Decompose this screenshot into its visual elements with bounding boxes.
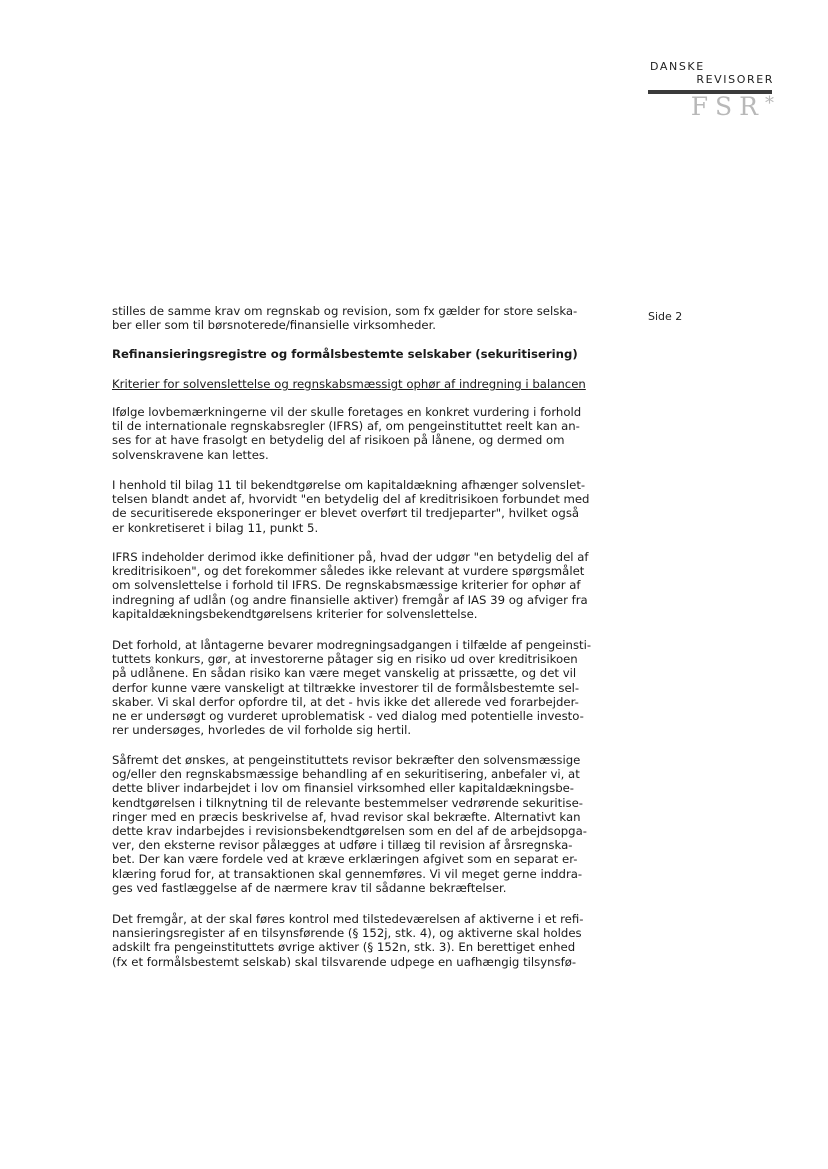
text-line: om solvenslettelse i forhold til IFRS. De regnskabsmæssige kriterier for ophør af	[112, 578, 581, 593]
text-line: på udlånene. En sådan risiko kan være meget vanskelig at prissætte, og det vil	[112, 666, 577, 681]
text-line: kreditrisikoen", og det forekommer således ikke relevant at vurdere spørgsmålet	[112, 564, 585, 579]
text-line: ses for at have frasolgt en betydelig del af risikoen på lånene, og dermed om	[112, 433, 565, 448]
text-line: Det fremgår, at der skal føres kontrol med tilstedeværelsen af aktiverne i et refi-	[112, 912, 584, 926]
paragraph-modregning	[112, 638, 591, 737]
fsr-logo	[648, 60, 774, 121]
text-line: kapitaldækningsbekendtgørelsens kriterier for solvenslettelse.	[112, 606, 478, 621]
text-line: ringer med en præcis beskrivelse af, hvad revisor skal bekræfte. Alternativt kan	[112, 809, 581, 824]
section-heading: Refinansieringsregistre og formålsbestemte selskaber (sekuritisering)	[112, 347, 578, 361]
text-line: dette bliver indarbejdet i lov om finansiel virksomhed eller kapitaldækningsbe-	[112, 781, 575, 796]
text-line: Såfremt det ønskes, at pengeinstituttets revisor bekræfter den solvensmæssige	[112, 753, 581, 767]
text-line: dette krav indarbejdes i revisionsbekendtgørelsen som en del af de arbejdsopga-	[112, 824, 587, 839]
text-line: I henhold til bilag 11 til bekendtgørelse om kapitaldækning afhænger solvenslet-	[112, 478, 586, 492]
text-line: ne er undersøgt og vurderet uproblematisk - ved dialog med potentielle investo-	[112, 709, 584, 724]
paragraph-intro	[112, 304, 577, 332]
text-line: og/eller den regnskabsmæssige behandling af en sekuritisering, anbefaler vi, at	[112, 767, 580, 782]
paragraph-ifrs	[112, 550, 589, 621]
text-line: IFRS indeholder derimod ikke definitioner på, hvad der udgør "en betydelig del af	[112, 550, 589, 564]
page-number: Side 2	[648, 310, 683, 323]
text-line: solvenskravene kan lettes.	[112, 447, 269, 462]
text-line: derfor kunne være vanskeligt at tiltrække investorer til de formålsbestemte sel-	[112, 680, 580, 695]
section-subheading: Kriterier for solvenslettelse og regnskabsmæssigt ophør af indregning i balancen	[112, 377, 586, 391]
text-line: ber eller som til børsnoterede/finansielle virksomheder.	[112, 318, 437, 333]
paragraph-bilag-11	[112, 478, 589, 535]
text-line: ver, den eksterne revisor pålægges at udføre i tillæg til revision af årsregnska-	[112, 838, 573, 853]
paragraph-refinansieringsregister	[112, 912, 583, 969]
paragraph-revisor	[112, 753, 587, 895]
text-line: (fx et formålsbestemt selskab) skal tilsvarende udpege en uafhængig tilsynsfø-	[112, 954, 577, 969]
text-line: bet. Der kan være fordele ved at kræve erklæringen afgivet som en separat er-	[112, 852, 578, 867]
text-line: telsen blandt andet af, hvorvidt "en betydelig del af kreditrisikoen forbundet med	[112, 492, 590, 507]
text-line: er konkretiseret i bilag 11, punkt 5.	[112, 520, 319, 535]
text-line: Ifølge lovbemærkningerne vil der skulle foretages en konkret vurdering i forhold	[112, 405, 582, 419]
text-line: nansieringsregister af en tilsynsførende (§ 152j, stk. 4), og aktiverne skal holdes	[112, 926, 582, 941]
text-line: tuttets konkurs, gør, at investorerne påtager sig en risiko ud over kreditrisikoen	[112, 652, 578, 667]
text-line: adskilt fra pengeinstituttets øvrige aktiver (§ 152n, stk. 3). En berettiget enhed	[112, 940, 576, 955]
logo-fsr-mark	[648, 92, 774, 121]
logo-fsr-text: FSR	[690, 92, 765, 121]
text-line: skaber. Vi skal derfor opfordre til, at det - hvis ikke det allerede ved forarbejder-	[112, 694, 579, 709]
text-line: Det forhold, at låntagerne bevarer modregningsadgangen i tilfælde af pengeinsti-	[112, 638, 592, 652]
text-line: indregning af udlån (og andre finansielle aktiver) fremgår af IAS 39 og afviger fra	[112, 592, 588, 607]
text-line: stilles de samme krav om regnskab og revision, som fx gælder for store selska-	[112, 304, 578, 318]
text-line: ges ved fastlæggelse af de nærmere krav til sådanne bekræftelser.	[112, 880, 507, 895]
text-line: kendtgørelsen i tilknytning til de relevante bestemmelser vedrørende sekuritise-	[112, 795, 583, 810]
text-line: rer undersøges, hvorledes de vil forholde sig hertil.	[112, 723, 412, 738]
logo-star: *	[765, 93, 774, 114]
text-line: klæring forud for, at transaktionen skal gennemføres. Vi vil meget gerne inddra-	[112, 866, 583, 881]
text-line: de securitiserede eksponeringer er blevet overført til tredjeparter", hvilket også	[112, 506, 580, 521]
logo-line-revisorer: REVISORER	[696, 73, 774, 86]
logo-line-danske: DANSKE	[650, 60, 705, 73]
text-line: til de internationale regnskabsregler (IFRS) af, om pengeinstituttet reelt kan an-	[112, 419, 580, 434]
paragraph-lovbemaerkninger	[112, 405, 581, 462]
